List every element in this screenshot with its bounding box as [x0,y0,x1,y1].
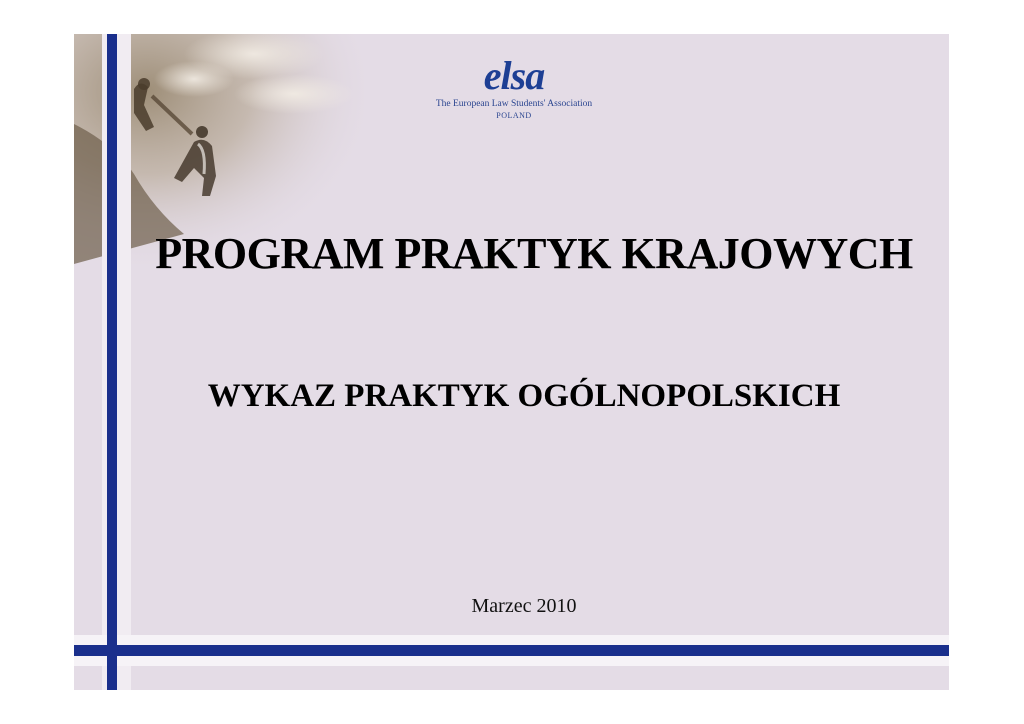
slide [74,34,949,690]
slide-subtitle: WYKAZ PRAKTYK OGÓLNOPOLSKICH [207,378,841,414]
left-light-stripe-2 [117,34,131,690]
elsa-logo [414,53,614,122]
left-blue-bar [107,34,117,690]
bottom-blue-bar [74,645,949,656]
logo-mark: elsa [483,53,545,98]
slide-date: Marzec 2010 [471,595,577,617]
left-blue-bar-cross [107,634,117,690]
slide-title: PROGRAM PRAKTYK KRAJOWYCH [155,229,913,278]
bottom-light-stripe [74,635,949,645]
bottom-light-stripe-2 [74,656,949,666]
logo-country: POLAND [496,111,532,120]
logo-org-name: The European Law Students' Association [435,99,593,109]
